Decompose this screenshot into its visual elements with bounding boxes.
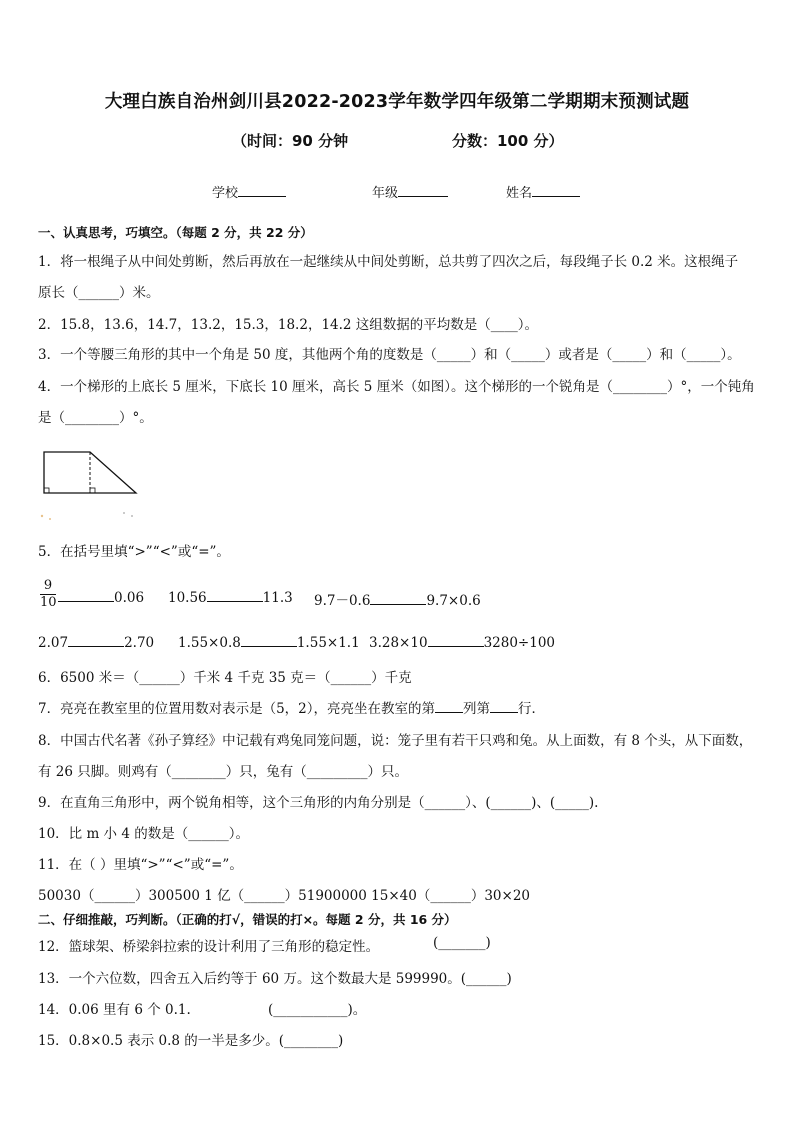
q3-text: 3．一个等腰三角形的其中一个角是 50 度，其他两个角的度数是（_____）和（_____）或者是（_____）和（_____）。 — [38, 347, 741, 363]
speck — [123, 512, 125, 514]
q5-row1-item2[interactable]: 10.56 11.3 — [168, 590, 293, 606]
compare-blank[interactable] — [370, 592, 426, 605]
q4-line1: 4．一个梯形的上底长 5 厘米，下底长 10 厘米，高长 5 厘米（如图）。这个梯形的一个锐角是（________）°，一个钝角 — [38, 379, 755, 395]
name-label: 姓名 — [506, 186, 533, 201]
q12-blank[interactable]: (_______) — [433, 935, 491, 951]
q14-text: 14．0.06 里有 6 个 0.1. — [38, 1002, 191, 1018]
name-field[interactable] — [506, 182, 580, 201]
q7-blank-column[interactable] — [435, 700, 463, 713]
q8-line2: 有 26 只脚。则鸡有（________）只，兔有（_________）只。 — [38, 764, 409, 780]
fraction-denominator: 10 — [40, 595, 57, 610]
q11-intro: 11．在（ ）里填“>”“<”或“=”。 — [38, 857, 243, 873]
school-blank[interactable] — [238, 183, 286, 197]
school-label: 学校 — [212, 186, 239, 201]
section-1-heading: 一、认真思考，巧填空。（每题 2 分，共 22 分） — [38, 225, 313, 240]
grade-blank[interactable] — [398, 183, 448, 197]
compare-blank[interactable] — [428, 634, 484, 647]
q14-blank[interactable]: (___________)。 — [268, 1002, 367, 1018]
grade-field[interactable] — [372, 182, 448, 201]
q5-row1-item1[interactable]: 0.06 — [58, 589, 144, 606]
compare-blank[interactable] — [241, 634, 297, 647]
compare-blank[interactable] — [58, 589, 114, 602]
q10-text: 10．比 m 小 4 的数是（______）。 — [38, 826, 249, 842]
section-2-heading: 二、仔细推敲，巧判断。（正确的打√，错误的打×。每题 2 分，共 16 分） — [38, 912, 457, 927]
q12-text: 12．篮球架、桥梁斜拉索的设计利用了三角形的稳定性。 — [38, 939, 380, 955]
school-field[interactable] — [212, 182, 286, 201]
name-blank[interactable] — [532, 183, 580, 197]
grade-label: 年级 — [372, 186, 399, 201]
q5-intro: 5．在括号里填“>”“<”或“=”。 — [38, 544, 230, 560]
q7-text: 7．亮亮在教室里的位置用数对表示是（5，2），亮亮坐在教室的第 列第 行． — [38, 701, 546, 717]
q7-blank-row[interactable] — [490, 700, 518, 713]
fraction-9-10 — [40, 578, 56, 611]
q8-line1: 8．中国古代名著《孙子算经》中记载有鸡兔同笼问题，说：笼子里有若干只鸡和兔。从上面数，有 8 个头，从下面数， — [38, 733, 753, 749]
q5-row2-item2[interactable]: 1.55×0.8 1.55×1.1 — [178, 635, 360, 651]
trapezoid-figure — [36, 440, 146, 525]
q5-row1-item3[interactable]: 9.7－0.6 9.7×0.6 — [314, 593, 481, 609]
speck — [131, 515, 133, 517]
q4-line2: 是（________）°。 — [38, 410, 153, 426]
exam-score: 分数：100 分） — [452, 132, 564, 150]
q1-line1: 1．将一根绳子从中间处剪断，然后再放在一起继续从中间处剪断，总共剪了四次之后，每段绳子长 0.2 米。这根绳子 — [38, 254, 739, 270]
q5-row2-item1[interactable]: 2.07 2.70 — [38, 635, 155, 651]
speck — [41, 515, 43, 517]
right-angle-mark-left — [44, 488, 49, 493]
q15-text: 15．0.8×0.5 表示 0.8 的一半是多少。(________) — [38, 1033, 344, 1049]
q5-row2-item3[interactable]: 3.28×10 3280÷100 — [369, 635, 555, 651]
compare-blank[interactable] — [207, 589, 263, 602]
q6-text: 6．6500 米＝（______）千米 4 千克 35 克＝（______）千克 — [38, 670, 412, 686]
fraction-numerator: 9 — [43, 578, 53, 593]
page-title: 大理白族自治州剑川县2022-2023学年数学四年级第二学期期末预测试题 — [104, 92, 690, 112]
q9-text: 9．在直角三角形中，两个锐角相等，这个三角形的内角分别是（______）、(______)、(_____). — [38, 795, 599, 811]
q2-text: 2．15.8，13.6，14.7，13.2，15.3，18.2，14.2 这组数据的平均数是（____）。 — [38, 317, 539, 333]
compare-blank[interactable] — [68, 634, 124, 647]
exam-time: （时间：90 分钟 — [232, 132, 349, 150]
q1-line2: 原长（______）米。 — [38, 285, 160, 301]
q13-text: 13．一个六位数，四舍五入后约等于 60 万。这个数最大是 599990。(______) — [38, 971, 512, 987]
q11-row: 50030（______）300500 1 亿（______）51900000 15×40（______）30×20 — [38, 888, 530, 904]
speck — [49, 518, 51, 520]
right-angle-mark-right — [90, 488, 95, 493]
